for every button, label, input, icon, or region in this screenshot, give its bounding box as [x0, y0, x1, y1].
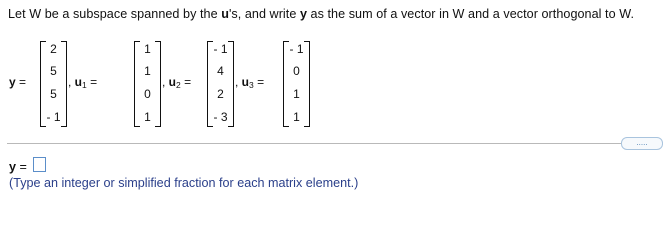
vector-u3-entry: 0: [293, 64, 300, 78]
instruction-hint: (Type an integer or simplified fraction for each matrix element.): [9, 176, 359, 190]
vector-u2-entry: 4: [217, 64, 224, 78]
vector-u3-entry: 1: [293, 87, 300, 101]
vector-y: [40, 41, 67, 127]
vector-u1-label: , $u_1$ =: [68, 75, 98, 90]
vector-u3-entry: 1: [293, 110, 300, 124]
vector-u2-entry: - 1: [213, 42, 228, 56]
vector-u1-entry: 1: [144, 64, 151, 78]
vector-u1-entry: 1: [144, 42, 151, 56]
vector-u3-label: , $u_3$ =: [235, 75, 265, 90]
vector-y-entry: - 1: [46, 110, 61, 124]
vector-u3-entry: - 1: [289, 42, 304, 56]
problem-statement: [8, 7, 634, 21]
problem-middle: 's, and write: [228, 7, 300, 21]
section-divider: [7, 143, 621, 144]
vector-y-entry: 5: [50, 87, 57, 101]
vector-y-entry: 5: [50, 64, 57, 78]
problem-y-bold: y: [299, 7, 307, 21]
vector-u1-entry: 1: [144, 110, 151, 124]
vector-u1-entry: 0: [144, 87, 151, 101]
problem-prefix: Let W be a subspace spanned by the: [8, 7, 222, 21]
vector-u3: [283, 41, 310, 127]
vector-u1: [134, 41, 161, 127]
answer-matrix-input[interactable]: [33, 157, 46, 172]
vector-y-label: y =: [9, 75, 27, 89]
answer-label: y =: [9, 160, 27, 174]
problem-u-bold: u: [221, 7, 229, 21]
more-options-button[interactable]: .....: [621, 137, 663, 150]
vector-u2-entry: - 3: [213, 110, 228, 124]
vector-u2-entry: 2: [217, 87, 224, 101]
vector-u2-label: , $u_2$ =: [162, 75, 192, 90]
vector-y-entry: 2: [50, 42, 57, 56]
problem-suffix: as the sum of a vector in W and a vector orthogonal to W.: [307, 7, 634, 21]
vector-u2: [207, 41, 234, 127]
